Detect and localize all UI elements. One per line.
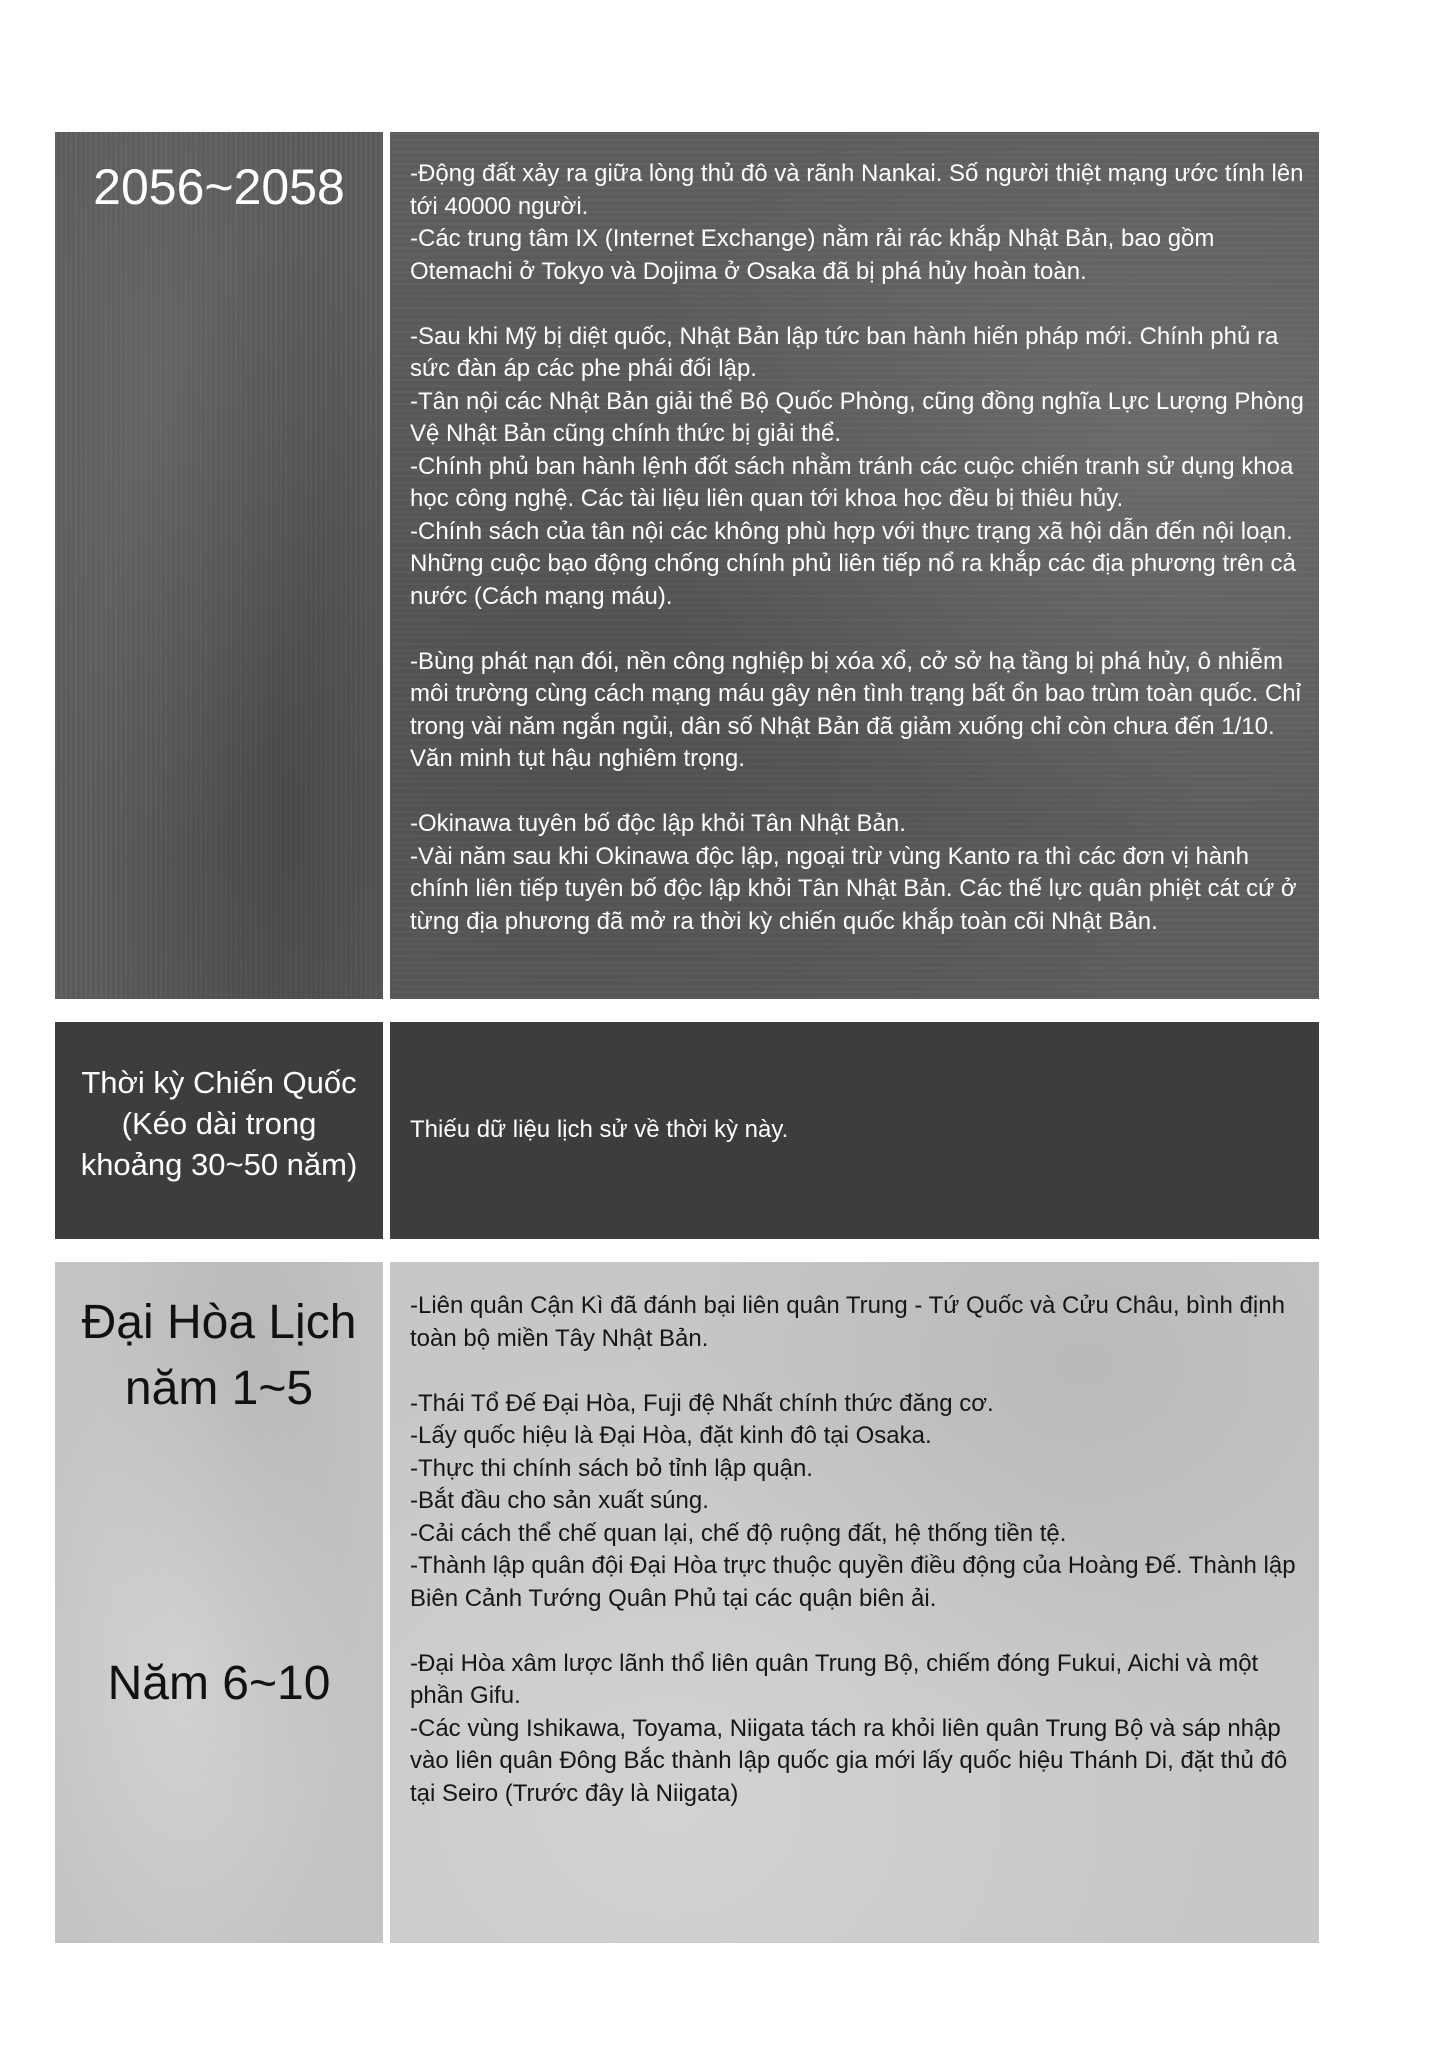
timeline-events-cell-2056-2058 <box>390 132 1319 999</box>
event-paragraph: -Vài năm sau khi Okinawa độc lập, ngoại trừ vùng Kanto ra thì các đơn vị hành chính liên tiếp tuyên bố độc lập khỏi Tân Nhật Bản. Các thế lực quân phiệt cát cứ ở từng địa phương đã mở ra thời kỳ chiến quốc khắp toàn cõi Nhật Bản. <box>410 842 1297 935</box>
event-paragraph: -Okinawa tuyên bố độc lập khỏi Tân Nhật Bản. <box>410 810 906 837</box>
period-title <box>55 1062 383 1185</box>
event-paragraph: -Bắt đầu cho sản xuất súng. <box>410 1487 709 1514</box>
event-paragraph: -Sau khi Mỹ bị diệt quốc, Nhật Bản lập tức ban hành hiến pháp mới. Chính phủ ra sức đàn áp các phe phái đối lập. <box>410 322 1279 382</box>
event-paragraph: -Các vùng Ishikawa, Toyama, Niigata tách ra khỏi liên quân Trung Bộ và sáp nhập vào liên quân Đông Bắc thành lập quốc gia mới lấy quốc hiệu Thánh Di, đặt thủ đô tại Seiro (Trước đây là Niigata) <box>410 1714 1288 1807</box>
period-title-line: Thời kỳ Chiến Quốc <box>81 1065 357 1100</box>
event-paragraph: -Chính sách của tân nội các không phù hợp với thực trạng xã hội dẫn đến nội loạn. Những cuộc bạo động chống chính phủ liên tiếp nổ ra khắp các địa phương trên cả nước (Cách mạng máu). <box>410 517 1296 610</box>
events-text <box>410 1114 1307 1147</box>
period-subtitle: Năm 6~10 <box>107 1657 331 1710</box>
events-text <box>410 158 1307 938</box>
period-title-line: năm 1~5 <box>124 1362 314 1415</box>
event-paragraph: -Các trung tâm IX (Internet Exchange) nằm rải rác khắp Nhật Bản, bao gồm Otemachi ở Tokyo và Dojima ở Osaka đã bị phá hủy hoàn toàn. <box>410 225 1215 285</box>
paragraph-spacer <box>410 1355 1307 1388</box>
period-title-line: khoảng 30~50 năm) <box>80 1147 358 1182</box>
event-paragraph: -Thành lập quân đội Đại Hòa trực thuộc quyền điều động của Hoàng Đế. Thành lập Biên Cảnh Tướng Quân Phủ tại các quận biên ải. <box>410 1552 1296 1612</box>
event-paragraph: -Thái Tổ Đế Đại Hòa, Fuji đệ Nhất chính thức đăng cơ. <box>410 1389 994 1417</box>
event-paragraph: -Đại Hòa xâm lược lãnh thổ liên quân Trung Bộ, chiếm đóng Fukui, Aichi và một phần Gifu. <box>410 1649 1259 1709</box>
period-title-line: Đại Hòa Lịch <box>81 1296 357 1349</box>
events-text <box>410 1290 1307 1810</box>
timeline-period-cell-daiwa <box>55 1262 383 1943</box>
paragraph-spacer <box>410 288 1307 321</box>
period-title-line: (Kéo dài trong <box>121 1106 317 1141</box>
timeline-events-cell-daiwa <box>390 1262 1319 1943</box>
period-title: 2056~2058 <box>93 159 345 215</box>
timeline-events-cell-warring-states <box>390 1022 1319 1239</box>
paragraph-spacer <box>410 1615 1307 1648</box>
paragraph-spacer <box>410 613 1307 646</box>
paragraph-spacer <box>410 776 1307 809</box>
event-paragraph: Thiếu dữ liệu lịch sử về thời kỳ này. <box>410 1116 789 1143</box>
event-paragraph: -Liên quân Cận Kì đã đánh bại liên quân Trung - Tứ Quốc và Cửu Châu, bình định toàn bộ miền Tây Nhật Bản. <box>410 1292 1285 1352</box>
event-paragraph: -Thực thi chính sách bỏ tỉnh lập quận. <box>410 1454 813 1482</box>
event-paragraph: -Chính phủ ban hành lệnh đốt sách nhằm tránh các cuộc chiến tranh sử dụng khoa học công nghệ. Các tài liệu liên quan tới khoa học đều bị thiêu hủy. <box>410 452 1294 512</box>
event-paragraph: -Lấy quốc hiệu là Đại Hòa, đặt kinh đô tại Osaka. <box>410 1422 932 1449</box>
period-title <box>55 1290 383 1422</box>
event-paragraph: -Tân nội các Nhật Bản giải thể Bộ Quốc Phòng, cũng đồng nghĩa Lực Lượng Phòng Vệ Nhật Bản cũng chính thức bị giải thể. <box>410 387 1304 447</box>
event-paragraph: -Động đất xảy ra giữa lòng thủ đô và rãnh Nankai. Số người thiệt mạng ước tính lên tới 40000 người. <box>410 160 1304 220</box>
timeline-period-cell-2056-2058 <box>55 132 383 999</box>
timeline-period-cell-warring-states <box>55 1022 383 1239</box>
event-paragraph: -Cải cách thể chế quan lại, chế độ ruộng đất, hệ thống tiền tệ. <box>410 1519 1067 1547</box>
event-paragraph: -Bùng phát nạn đói, nền công nghiệp bị xóa xổ, cở sở hạ tầng bị phá hủy, ô nhiễm môi trường cùng cách mạng máu gây nên tình trạng bất ổn bao trùm toàn quốc. Chỉ trong vài năm ngắn ngủi, dân số Nhật Bản đã giảm xuống chỉ còn chưa đến 1/10. Văn minh tụt hậu nghiêm trọng. <box>410 647 1301 772</box>
